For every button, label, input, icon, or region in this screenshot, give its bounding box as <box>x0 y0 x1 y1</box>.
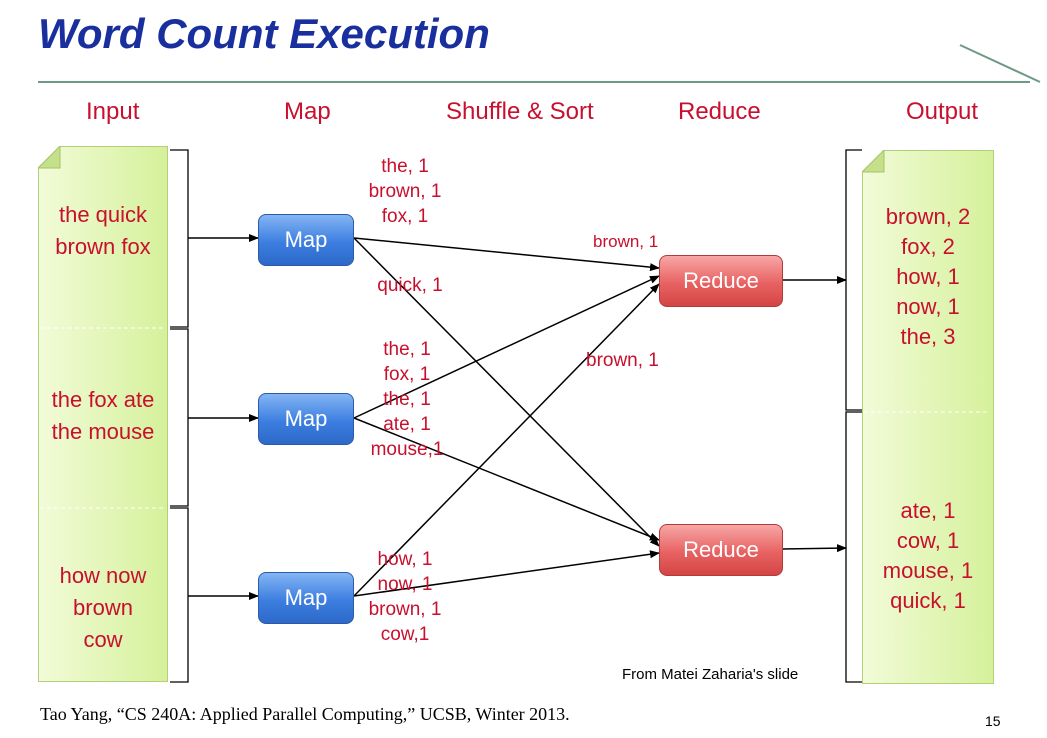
input-line: brown <box>73 595 133 620</box>
input-line: the mouse <box>51 419 155 444</box>
input-line: brown fox <box>55 234 151 259</box>
shuffle-label-2: brown, 1 <box>586 350 659 371</box>
output-line: the, 3 <box>900 324 956 349</box>
credit-note: From Matei Zaharia's slide <box>622 666 799 683</box>
slide-title: Word Count Execution <box>38 10 490 57</box>
map3-outputs <box>350 547 460 647</box>
kv-pair: the, 1 <box>383 389 431 410</box>
input-line: cow <box>83 627 123 652</box>
input-bracket-1 <box>170 150 188 327</box>
page-number: 15 <box>985 713 1001 729</box>
output-line: brown, 2 <box>885 204 971 229</box>
map1-output-extra: quick, 1 <box>377 275 443 296</box>
input-line: the quick <box>58 202 148 227</box>
kv-pair: ate, 1 <box>383 414 431 435</box>
header-output: Output <box>906 98 979 125</box>
citation-footer: Tao Yang, “CS 240A: Applied Parallel Computing,” UCSB, Winter 2013. <box>40 704 570 724</box>
output-bracket-2 <box>846 412 862 682</box>
kv-pair: the, 1 <box>383 339 431 360</box>
input-bracket-3 <box>170 508 188 682</box>
reduce-node-2: Reduce <box>659 524 783 576</box>
kv-pair: brown, 1 <box>368 599 442 620</box>
output-line: cow, 1 <box>896 528 960 553</box>
kv-pair: brown, 1 <box>368 181 442 202</box>
output-line: quick, 1 <box>890 588 966 613</box>
map-node-3: Map <box>258 572 354 624</box>
output-line: how, 1 <box>896 264 960 289</box>
map-node-2: Map <box>258 393 354 445</box>
kv-pair: fox, 1 <box>383 364 431 385</box>
input-line: the fox ate <box>51 387 155 412</box>
kv-pair: how, 1 <box>377 549 433 570</box>
map2-outputs <box>352 337 462 462</box>
shuffle-label-1: brown, 1 <box>593 232 659 251</box>
reduce-node-1: Reduce <box>659 255 783 307</box>
arrow-reduce2-output <box>782 548 846 549</box>
header-reduce: Reduce <box>678 98 761 125</box>
output-line: fox, 2 <box>901 234 955 259</box>
header-input: Input <box>86 98 140 125</box>
input-bracket-2 <box>170 329 188 506</box>
header-map: Map <box>284 98 331 125</box>
kv-pair: cow,1 <box>380 624 430 645</box>
kv-pair: now, 1 <box>377 574 433 595</box>
map1-outputs <box>350 154 460 229</box>
header-shuffle-sort: Shuffle & Sort <box>446 98 594 125</box>
output-line: ate, 1 <box>900 498 956 523</box>
output-line: now, 1 <box>896 294 960 319</box>
output-bracket-1 <box>846 150 862 410</box>
map-node-1: Map <box>258 214 354 266</box>
kv-pair: the, 1 <box>381 156 429 177</box>
kv-pair: fox, 1 <box>381 206 429 227</box>
output-line: mouse, 1 <box>882 558 974 583</box>
input-line: how now <box>59 563 147 588</box>
kv-pair: mouse,1 <box>370 439 444 460</box>
